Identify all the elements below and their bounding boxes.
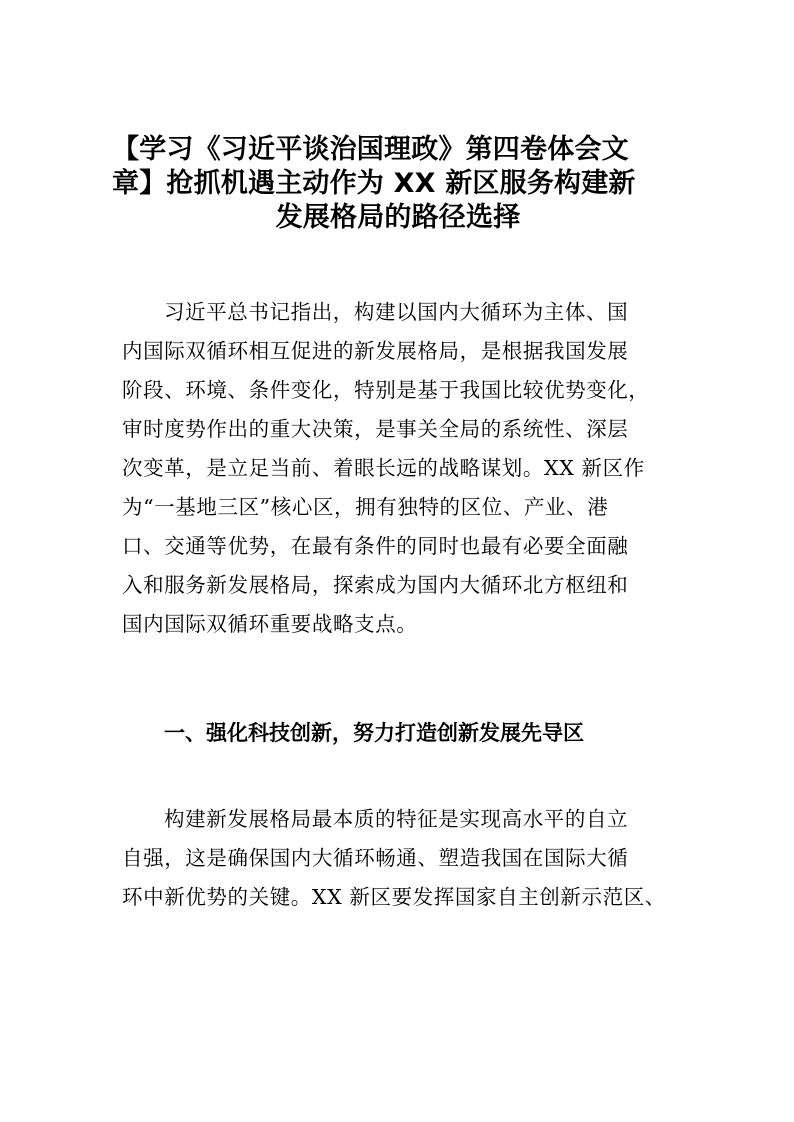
paragraph-line: 口、交通等优势，在最有条件的同时也最有必要全面融: [122, 534, 629, 558]
paragraph-line: 审时度势作出的重大决策，是事关全局的系统性、深层: [122, 417, 629, 441]
paragraph-line: 内国际双循环相互促进的新发展格局，是根据我国发展: [122, 339, 629, 363]
paragraph-line: 环中新优势的关键。XX 新区要发挥国家自主创新示范区、: [122, 885, 666, 909]
paragraph-line: 为“一基地三区”核心区，拥有独特的区位、产业、港: [122, 495, 609, 519]
section-heading: 一、强化科技创新，努力打造创新发展先导区: [164, 721, 584, 745]
intro-paragraph: [122, 293, 682, 644]
title-line: 【学习《习近平谈治国理政》第四卷体会文: [112, 134, 629, 165]
title-line: 发展格局的路径选择: [275, 202, 521, 233]
paragraph-line: 国内国际双循环重要战略支点。: [122, 612, 418, 636]
paragraph-line: 入和服务新发展格局，探索成为国内大循环北方枢纽和: [122, 573, 629, 597]
paragraph-line: 自强，这是确保国内大循环畅通、塑造我国在国际大循: [122, 846, 629, 870]
document-title: [112, 133, 684, 235]
title-line: 章】抢抓机遇主动作为 XX 新区服务构建新: [112, 168, 636, 199]
paragraph-line: 习近平总书记指出，构建以国内大循环为主体、国: [164, 300, 629, 324]
section-paragraph: [122, 800, 682, 917]
paragraph-line: 次变革，是立足当前、着眼长远的战略谋划。XX 新区作: [122, 456, 645, 480]
paragraph-line: 构建新发展格局最本质的特征是实现高水平的自立: [164, 807, 629, 831]
paragraph-line: 阶段、环境、条件变化，特别是基于我国比较优势变化，: [122, 378, 650, 402]
